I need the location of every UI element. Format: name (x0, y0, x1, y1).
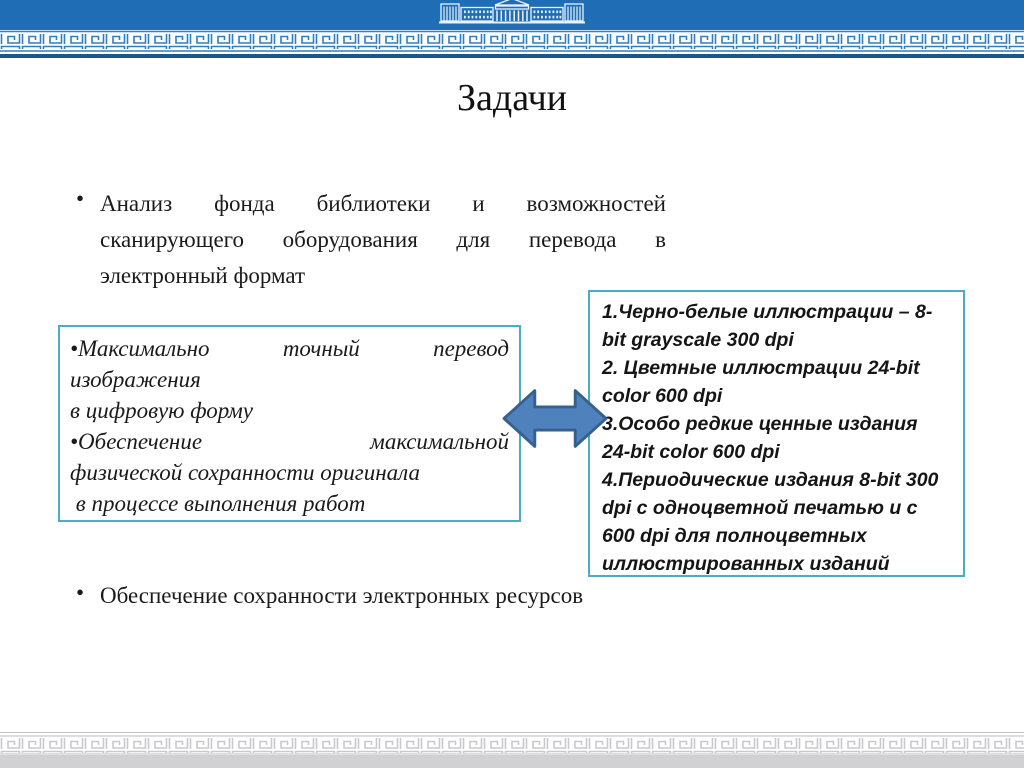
box-line: •Максимально точный перевод (70, 336, 509, 361)
box-line: изображения (70, 367, 201, 392)
bullet-line: сканирующего оборудования для перевода в (100, 227, 666, 252)
bullet-text: Обеспечение сохранности электронных ресурсов (100, 583, 584, 608)
scan-specifications-box (588, 290, 965, 577)
building-emblem-icon (437, 0, 587, 30)
bullet-line: электронный формат (100, 263, 306, 288)
greek-key-border-top (0, 30, 1024, 53)
slide-title: Задачи (456, 77, 568, 119)
scanning-goals-box (58, 325, 521, 522)
header-divider-strip (0, 53, 1024, 58)
box-line: физической сохранности оригинала (70, 460, 420, 485)
bullet-text (100, 186, 666, 294)
spec-item: 2. Цветные иллюстрации 24-bit color 600 dpi (602, 357, 920, 407)
greek-key-border-bottom (0, 735, 1024, 755)
footer-bar (0, 755, 1024, 768)
spec-item: 3.Особо редкие ценные издания 24-bit color 600 dpi (602, 413, 918, 463)
bullet-line: Анализ фонда библиотеки и возможностей (100, 191, 666, 216)
bullet-marker: • (75, 186, 85, 211)
spec-item: 1.Черно-белые иллюстрации – 8-bit grayscale 300 dpi (602, 301, 933, 351)
box-line: в цифровую форму (70, 398, 253, 423)
box-line: в процессе выполнения работ (70, 491, 366, 516)
left-right-arrow-icon (502, 381, 608, 456)
header-bar (0, 0, 1024, 30)
footer-divider-line (0, 732, 1024, 733)
bullet-item-preservation (60, 580, 700, 612)
spec-item: 4.Периодические издания 8-bit 300 dpi с одноцветной печатью и с 600 dpi для полноцветных иллюстрированных изданий (602, 469, 939, 575)
bullet-item-analysis (60, 186, 670, 294)
box-line: •Обеспечение максимальной (70, 429, 509, 454)
bullet-marker: • (75, 580, 85, 605)
